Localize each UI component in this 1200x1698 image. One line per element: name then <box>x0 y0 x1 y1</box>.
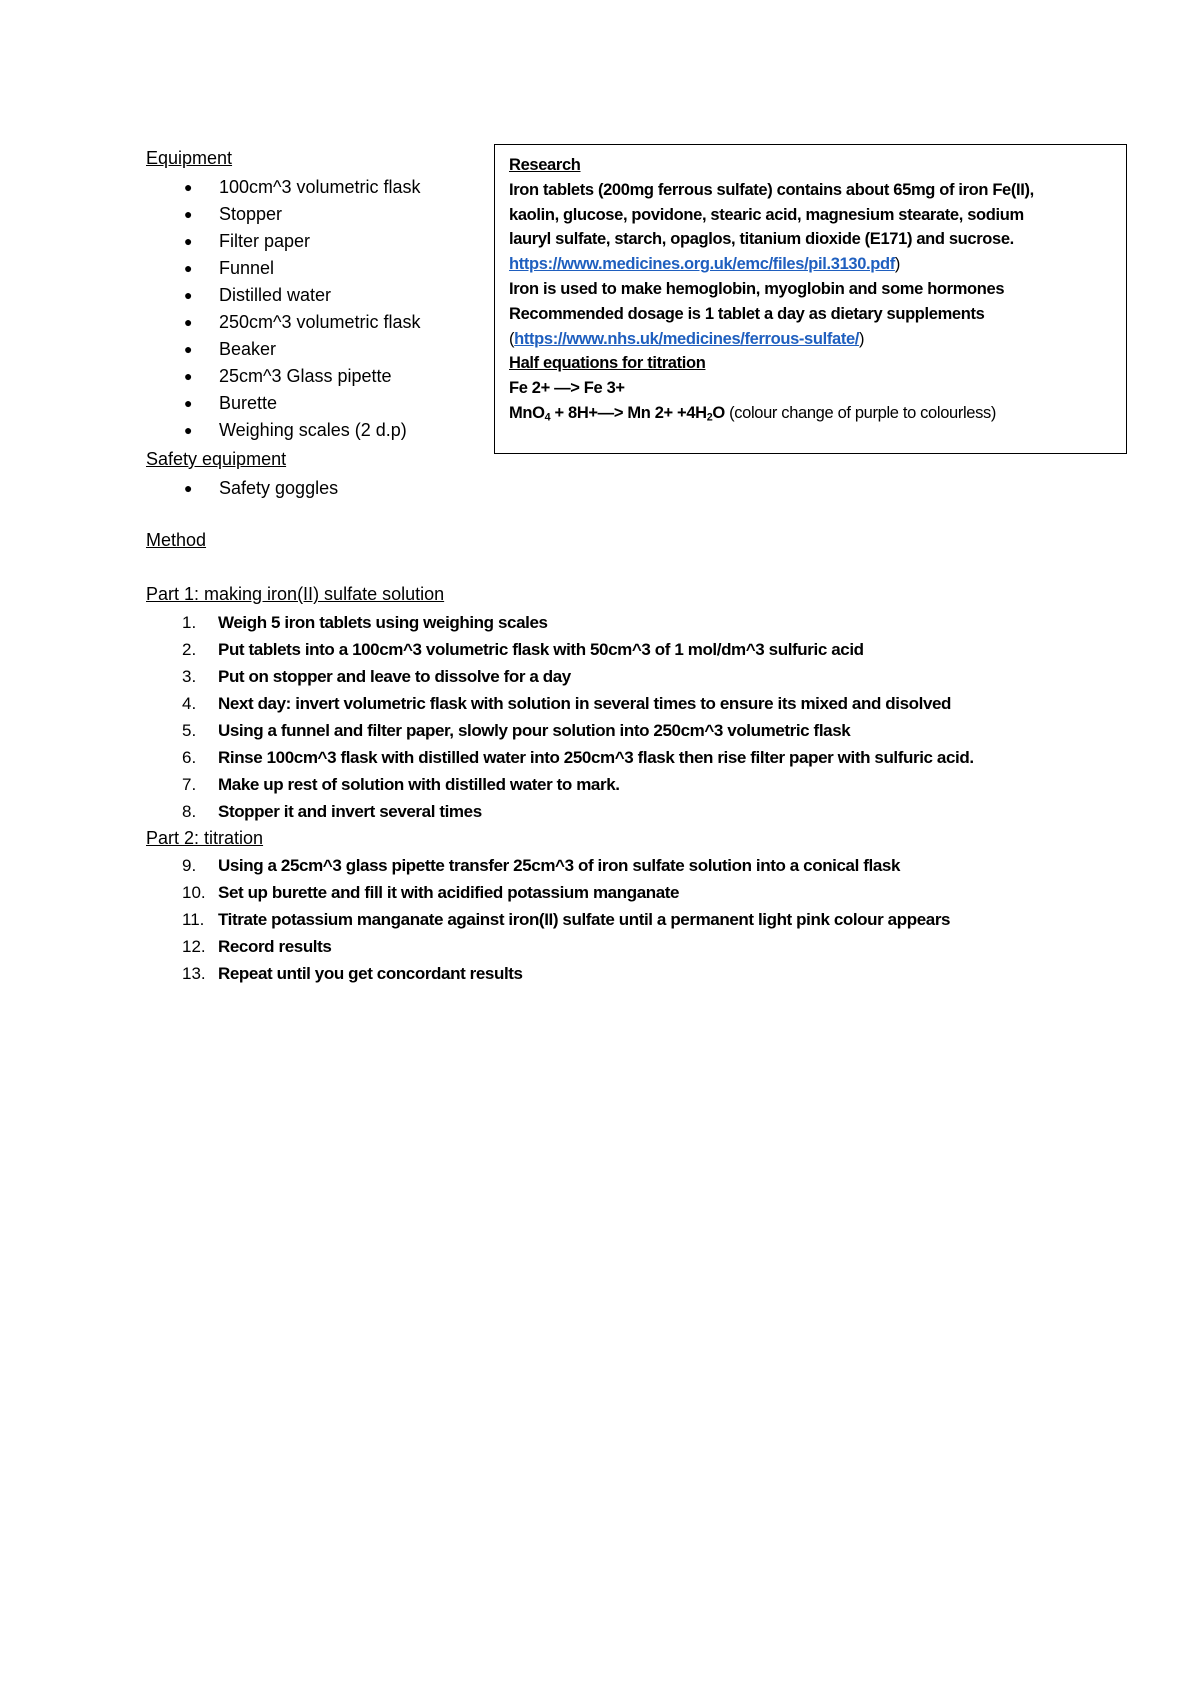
link1-suffix: ) <box>894 255 901 274</box>
research-heading: Research <box>509 156 581 174</box>
equipment-item-label: Beaker <box>219 339 277 359</box>
equipment-item-label: 25cm^3 Glass pipette <box>219 366 392 386</box>
half-equation-iron: Fe 2+ —> Fe 3+ <box>509 379 625 398</box>
eq2-note: (colour change of purple to colourless) <box>724 403 997 422</box>
link2-suffix: ) <box>859 329 865 348</box>
step-text: Titrate potassium manganate against iron(II) sulfate until a permanent light pink colour appears <box>218 910 951 929</box>
equipment-item-label: Funnel <box>219 258 275 278</box>
eq2-part3: O <box>712 403 725 422</box>
method-step <box>146 933 1066 960</box>
step-text: Put on stopper and leave to dissolve for a day <box>218 667 571 686</box>
equipment-item-label: Stopper <box>219 204 283 224</box>
method-steps-list <box>146 609 1066 987</box>
step-number: 11. <box>182 910 205 929</box>
link2-prefix: ( <box>509 329 515 348</box>
equipment-item <box>146 336 421 363</box>
bullet-icon: ● <box>184 341 193 357</box>
step-text: Set up burette and fill it with acidified potassium manganate <box>218 883 680 902</box>
equipment-item <box>146 255 421 282</box>
method-step <box>146 852 1066 879</box>
safety-equipment-item-label: Safety goggles <box>219 478 339 498</box>
method-heading: Method <box>146 530 207 550</box>
nhs-link[interactable]: https://www.nhs.uk/medicines/ferrous-sulfate/ <box>514 329 860 348</box>
safety-equipment-list <box>146 475 338 502</box>
medicines-link[interactable]: https://www.medicines.org.uk/emc/files/pil.3130.pdf <box>509 255 895 274</box>
step-number: 8. <box>182 802 197 821</box>
step-number: 1. <box>182 613 197 632</box>
equipment-item-label: Filter paper <box>219 231 311 251</box>
step-text: Using a 25cm^3 glass pipette transfer 25cm^3 of iron sulfate solution into a conical flask <box>218 856 901 875</box>
method-step <box>146 690 1066 717</box>
method-step <box>146 798 1066 825</box>
equipment-item <box>146 363 421 390</box>
equipment-item-label: 100cm^3 volumetric flask <box>219 177 421 197</box>
eq2-subscript-4: 4 <box>544 411 551 424</box>
research-box <box>494 144 1127 454</box>
step-number: 13. <box>182 964 206 983</box>
method-step <box>146 879 1066 906</box>
method-step <box>146 609 1066 636</box>
step-text: Stopper it and invert several times <box>218 802 482 821</box>
bullet-icon: ● <box>184 422 193 438</box>
equipment-item <box>146 174 421 201</box>
research-line-ingredients-2: kaolin, glucose, povidone, stearic acid, magnesium stearate, sodium <box>509 205 1024 224</box>
equipment-list <box>146 174 421 444</box>
safety-equipment-heading: Safety equipment <box>146 449 287 469</box>
step-text: Next day: invert volumetric flask with solution in several times to ensure its mixed and disolved <box>218 694 952 713</box>
bullet-icon: ● <box>184 206 193 222</box>
equipment-item <box>146 390 421 417</box>
method-step <box>146 771 1066 798</box>
bullet-icon: ● <box>184 179 193 195</box>
method-step <box>146 744 1066 771</box>
step-text: Using a funnel and filter paper, slowly pour solution into 250cm^3 volumetric flask <box>218 721 851 740</box>
step-number: 4. <box>182 694 197 713</box>
step-text: Put tablets into a 100cm^3 volumetric flask with 50cm^3 of 1 mol/dm^3 sulfuric acid <box>218 640 864 659</box>
method-step <box>146 636 1066 663</box>
bullet-icon: ● <box>184 480 193 496</box>
bullet-icon: ● <box>184 260 193 276</box>
bullet-icon: ● <box>184 314 193 330</box>
research-link-line-2 <box>509 327 1114 352</box>
method-step <box>146 717 1066 744</box>
step-text: Repeat until you get concordant results <box>218 964 523 983</box>
step-number: 10. <box>182 883 206 902</box>
equipment-item-label: Burette <box>219 393 278 413</box>
research-line-dosage: Recommended dosage is 1 tablet a day as dietary supplements <box>509 304 985 323</box>
safety-equipment-item <box>146 475 338 502</box>
eq2-subscript-2: 2 <box>706 411 713 424</box>
step-number: 12. <box>182 937 206 956</box>
equipment-item-label: Weighing scales (2 d.p) <box>219 420 407 440</box>
step-number: 3. <box>182 667 197 686</box>
research-line-ingredients-3: lauryl sulfate, starch, opaglos, titanium dioxide (E171) and sucrose. <box>509 230 1014 249</box>
eq2-part1: MnO <box>509 403 545 422</box>
step-number: 9. <box>182 856 197 875</box>
equipment-heading: Equipment <box>146 148 233 168</box>
method-step <box>146 663 1066 690</box>
step-number: 2. <box>182 640 197 659</box>
step-text: Make up rest of solution with distilled water to mark. <box>218 775 620 794</box>
part1-heading: Part 1: making iron(II) sulfate solution <box>146 584 445 604</box>
step-text: Rinse 100cm^3 flask with distilled water into 250cm^3 flask then rise filter paper with sulfuric acid. <box>218 748 974 767</box>
equipment-item <box>146 309 421 336</box>
step-number: 7. <box>182 775 197 794</box>
research-line-uses: Iron is used to make hemoglobin, myoglobin and some hormones <box>509 279 1005 298</box>
step-number: 6. <box>182 748 197 767</box>
bullet-icon: ● <box>184 287 193 303</box>
half-equations-heading: Half equations for titration <box>509 354 706 373</box>
eq2-part2: + 8H+—> Mn 2+ +4H <box>550 403 707 422</box>
method-step <box>146 906 1066 933</box>
equipment-item <box>146 282 421 309</box>
step-text: Weigh 5 iron tablets using weighing scales <box>218 613 548 632</box>
bullet-icon: ● <box>184 395 193 411</box>
method-step <box>146 960 1066 987</box>
equipment-item <box>146 201 421 228</box>
equipment-item-label: Distilled water <box>219 285 332 305</box>
part2-heading: Part 2: titration <box>146 828 264 848</box>
research-line-ingredients-1: Iron tablets (200mg ferrous sulfate) contains about 65mg of iron Fe(II), <box>509 180 1034 199</box>
equipment-item-label: 250cm^3 volumetric flask <box>219 312 421 332</box>
half-equation-manganate <box>509 401 1114 426</box>
step-number: 5. <box>182 721 197 740</box>
equipment-item <box>146 417 421 444</box>
bullet-icon: ● <box>184 368 193 384</box>
equipment-item <box>146 228 421 255</box>
research-link-line-1 <box>509 252 1114 277</box>
bullet-icon: ● <box>184 233 193 249</box>
step-text: Record results <box>218 937 332 956</box>
